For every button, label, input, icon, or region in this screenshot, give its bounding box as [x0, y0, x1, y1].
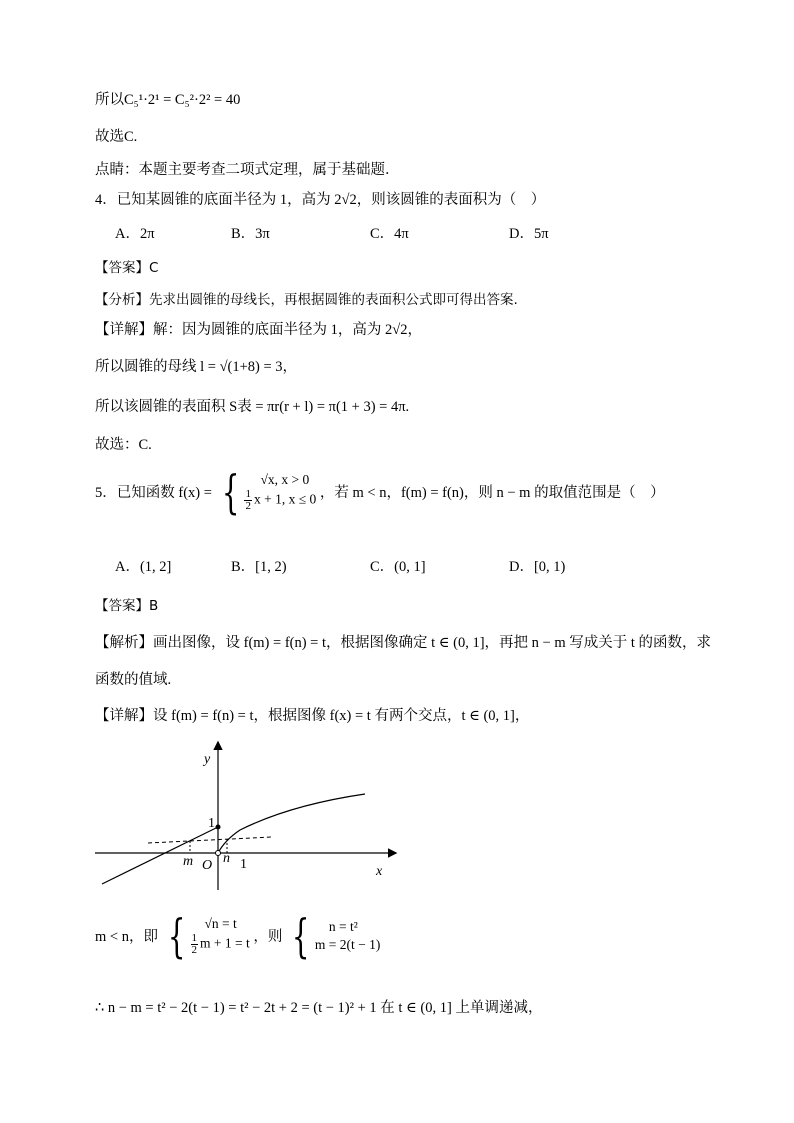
system-a: [191, 915, 250, 956]
system-line: [95, 908, 381, 963]
q5-prefix: 5．已知函数 f(x) =: [95, 485, 212, 501]
case-2-row: [244, 489, 316, 512]
q5-option-a: A．(1, 2]: [115, 559, 172, 575]
x-one-label: 1: [240, 857, 247, 872]
case-2: x + 1, x ≤ 0: [253, 491, 317, 507]
line-combination: 所以C₅¹·2¹ = C₅²·2² = 40: [95, 92, 241, 108]
y-one-label: 1: [208, 816, 215, 831]
origin-label: O: [202, 858, 213, 873]
system-prefix: m < n，即: [95, 929, 158, 945]
frac-num: 1: [245, 488, 251, 500]
sqrt-branch: [218, 794, 365, 853]
piecewise-cases: [244, 471, 316, 512]
dashed-t-line: [148, 837, 272, 843]
x-axis-label: x: [376, 864, 383, 879]
system-a-2-row: [191, 933, 250, 956]
q4-option-a: A．2π: [115, 226, 155, 242]
q5-answer: 【答案】B: [95, 598, 159, 614]
line-remark: 点睛：本题主要考查二项式定理，属于基础题．: [95, 162, 400, 178]
system-mid: ，则: [253, 929, 283, 945]
q5-option-b: B．[1, 2): [231, 559, 287, 575]
question-4: 4．已知某圆锥的底面半径为 1，高为 2√2，则该圆锥的表面积为（ ）: [95, 192, 546, 208]
m-label: m: [183, 854, 194, 869]
q5-analysis-2: 函数的值域.: [95, 672, 172, 688]
system-brace-b: {: [291, 908, 310, 963]
n-label: n: [223, 851, 230, 866]
system-b-2: m = 2(t − 1): [314, 936, 381, 952]
fraction-half: [244, 489, 252, 512]
linear-branch: [102, 827, 218, 884]
left-brace: {: [221, 464, 239, 519]
function-graph: [90, 735, 410, 895]
q4-surface-area: 所以该圆锥的表面积 S表 = πr(r + l) = π(1 + 3) = 4π.: [95, 399, 410, 415]
q5-detail: 【详解】设 f(m) = f(n) = t，根据图像 f(x) = t 有两个交点，t ∈ (0, 1]，: [95, 708, 530, 724]
system-brace-a: {: [167, 908, 186, 963]
q5-option-c: C．(0, 1]: [370, 559, 426, 575]
q4-analysis: 【分析】先求出圆锥的母线长，再根据圆锥的表面积公式即可得出答案.: [95, 292, 518, 308]
system-b: [315, 918, 380, 954]
q4-detail: 【详解】解：因为圆锥的底面半径为 1，高为 2√2，: [95, 322, 422, 338]
q4-option-c: C．4π: [370, 226, 409, 242]
q4-choose: 故选：C.: [95, 437, 152, 453]
closed-point: [216, 825, 221, 830]
q5-option-d: D．[0, 1): [509, 559, 566, 575]
q5-analysis-1: 【解析】画出图像，设 f(m) = f(n) = t，根据图像确定 t ∈ (0, 1]，再把 n − m 写成关于 t 的函数，求: [95, 635, 712, 651]
case-1: √x, x > 0: [260, 472, 310, 487]
frac-num-2: 1: [191, 932, 197, 944]
fraction-half-2: [191, 933, 199, 956]
system-b-1: n = t²: [328, 918, 358, 934]
final-derivation: ∴ n − m = t² − 2(t − 1) = t² − 2t + 2 = (t − 1)² + 1 在 t ∈ (0, 1] 上单调递减，: [95, 1000, 543, 1016]
q4-answer: 【答案】C: [95, 260, 159, 276]
q5-suffix: ，若 m < n，f(m) = f(n)，则 n − m 的取值范围是（ ）: [319, 485, 665, 501]
frac-den-2: 2: [191, 944, 197, 956]
y-axis-label: y: [204, 752, 211, 767]
system-a-1: √n = t: [204, 916, 237, 931]
open-point: [216, 851, 221, 856]
q4-slant-height: 所以圆锥的母线 l = √(1+8) = 3，: [95, 359, 298, 375]
q4-option-b: B．3π: [231, 226, 270, 242]
line-choose-c: 故选C.: [95, 129, 138, 145]
system-a-2: m + 1 = t: [200, 935, 250, 951]
q4-option-d: D．5π: [509, 226, 549, 242]
frac-den: 2: [245, 500, 251, 512]
question-5: [95, 464, 665, 519]
